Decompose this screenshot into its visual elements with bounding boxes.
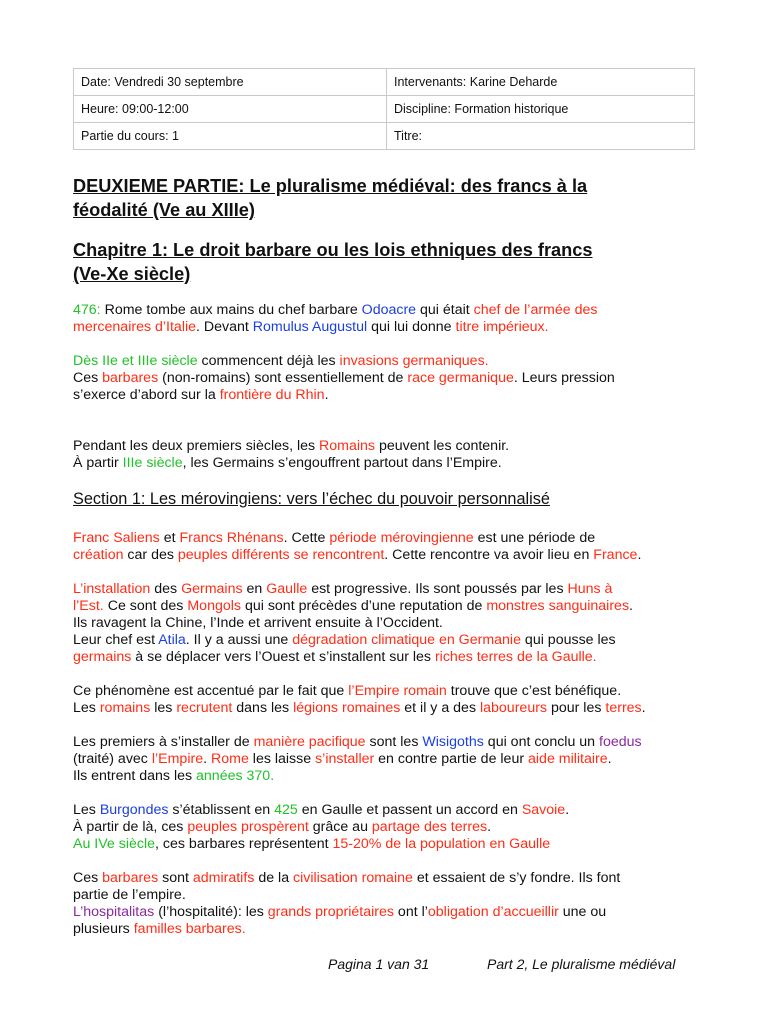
- text-run: l’Est.: [73, 598, 104, 614]
- text-run: Ce sont des: [103, 598, 188, 614]
- text-run: Leur chef est: [73, 632, 159, 648]
- text-run: Germains: [181, 581, 243, 597]
- text-run: . Il y a aussi une: [185, 632, 293, 648]
- chapter-heading: [73, 238, 703, 286]
- paragraph: [73, 353, 703, 404]
- text-run: Les: [73, 700, 100, 716]
- text-run: .: [324, 387, 329, 403]
- text-run: l’Empire: [151, 751, 204, 767]
- text-run: Mongols: [187, 598, 241, 614]
- text-run: en contre partie de leur: [374, 751, 529, 767]
- paragraph: [73, 802, 703, 853]
- text-run: Dès IIe et IIIe siècle: [73, 353, 198, 369]
- text-run: années 370.: [196, 768, 275, 784]
- text-run: À partir de là, ces: [73, 819, 188, 835]
- text-run: L’hospitalitas: [73, 904, 155, 920]
- text-run: est progressive. Ils sont poussés par les: [307, 581, 568, 597]
- text-run: peuvent les contenir.: [375, 438, 510, 454]
- text-run: terres: [605, 700, 642, 716]
- text-run: .: [607, 751, 612, 767]
- text-run: les: [150, 700, 177, 716]
- paragraph: [73, 581, 703, 666]
- text-run: Ce phénomène est accentué par le fait que: [73, 683, 349, 699]
- discipline-cell: Discipline: Formation historique: [387, 96, 695, 123]
- course-part-cell: Partie du cours: 1: [74, 123, 387, 150]
- text-run: les laisse: [248, 751, 316, 767]
- paragraph: [73, 870, 703, 938]
- paragraph: [73, 302, 703, 336]
- section-heading: Section 1: Les mérovingiens: vers l’échec du pouvoir personnalisé: [73, 490, 550, 508]
- text-run: période mérovingienne: [329, 530, 474, 546]
- text-run: chef de l’armée des: [473, 302, 598, 318]
- text-run: ont l’: [393, 904, 428, 920]
- text-run: . Cette: [283, 530, 330, 546]
- document-body: [73, 174, 703, 955]
- text-run: , les Germains s’engouffrent partout dans l’Empire.: [182, 455, 502, 471]
- text-run: à se déplacer vers l’Ouest et s’installent sur les: [131, 649, 435, 665]
- text-run: romains: [99, 700, 151, 716]
- text-run: obligation d’accueillir: [427, 904, 559, 920]
- text-run: (traité) avec: [73, 751, 152, 767]
- text-run: .: [203, 751, 211, 767]
- info-table: [73, 68, 695, 150]
- text-run: trouve que c’est bénéfique.: [446, 683, 622, 699]
- part-heading-line: féodalité (Ve au XIIIe): [73, 200, 255, 220]
- text-run: foedus: [599, 734, 642, 750]
- text-run: 15-20% de la population en Gaulle: [332, 836, 551, 852]
- text-run: monstres sanguinaires: [486, 598, 630, 614]
- text-run: grands propriétaires: [267, 904, 394, 920]
- text-run: 476:: [73, 302, 101, 318]
- text-run: qui ont conclu un: [483, 734, 600, 750]
- paragraph: [73, 530, 703, 564]
- text-run: Ces: [73, 870, 103, 886]
- text-run: France: [593, 547, 638, 563]
- text-run: À partir: [73, 455, 123, 471]
- text-run: manière pacifique: [253, 734, 366, 750]
- text-run: Wisigoths: [422, 734, 484, 750]
- part-heading-line: DEUXIEME PARTIE: Le pluralisme médiéval: des francs à la: [73, 176, 588, 196]
- text-run: Ils ravagent la Chine, l’Inde et arrivent ensuite à l’Occident.: [73, 615, 443, 631]
- text-run: . Leurs pression: [513, 370, 615, 386]
- text-run: et: [159, 530, 180, 546]
- text-run: peuples prospèrent: [187, 819, 309, 835]
- text-run: qui lui donne: [367, 319, 456, 335]
- text-run: . Cette rencontre va avoir lieu en: [384, 547, 594, 563]
- text-run: des: [150, 581, 182, 597]
- text-run: Gaulle: [266, 581, 308, 597]
- text-run: Burgondes: [99, 802, 169, 818]
- text-run: dégradation climatique en Germanie: [292, 632, 521, 648]
- text-run: laboureurs: [479, 700, 548, 716]
- text-run: riches terres de la Gaulle.: [434, 649, 597, 665]
- text-run: s’exerce d’abord sur la: [73, 387, 220, 403]
- text-run: frontière du Rhin: [219, 387, 325, 403]
- text-run: grâce au: [308, 819, 372, 835]
- text-run: Huns à: [567, 581, 613, 597]
- text-run: qui pousse les: [520, 632, 616, 648]
- date-cell: Date: Vendredi 30 septembre: [74, 69, 387, 96]
- text-run: légions romaines: [293, 700, 401, 716]
- text-run: sont les: [365, 734, 423, 750]
- table-row: [74, 123, 695, 150]
- text-run: qui était: [416, 302, 474, 318]
- text-run: Pendant les deux premiers siècles, les: [73, 438, 320, 454]
- table-row: [74, 96, 695, 123]
- text-run: et il y a des: [400, 700, 480, 716]
- text-run: barbares: [102, 370, 159, 386]
- text-run: en Gaulle et passent un accord en: [297, 802, 522, 818]
- text-run: Romains: [319, 438, 376, 454]
- text-run: Rome: [210, 751, 249, 767]
- part-heading: [73, 174, 703, 222]
- text-run: 425: [274, 802, 298, 818]
- text-run: Ils entrent dans les: [73, 768, 197, 784]
- paragraph: [73, 683, 703, 717]
- text-run: race germanique: [407, 370, 514, 386]
- text-run: . Devant: [196, 319, 253, 335]
- text-run: mercenaires d’Italie: [73, 319, 197, 335]
- text-run: Au IVe siècle: [73, 836, 156, 852]
- text-run: qui sont précèdes d’une reputation de: [241, 598, 487, 614]
- text-run: Les: [73, 802, 100, 818]
- text-run: .: [629, 598, 633, 614]
- text-run: (non-romains) sont essentiellement de: [158, 370, 408, 386]
- text-run: dans les: [232, 700, 294, 716]
- text-run: s’établissent en: [168, 802, 275, 818]
- page-number: Pagina 1 van 31: [328, 956, 430, 972]
- text-run: .: [487, 819, 492, 835]
- text-run: et essaient de s’y fondre. Ils font: [412, 870, 621, 886]
- text-run: en: [242, 581, 267, 597]
- text-run: plusieurs: [73, 921, 134, 937]
- table-row: [74, 69, 695, 96]
- text-run: titre impérieux.: [455, 319, 549, 335]
- text-run: Odoacre: [361, 302, 417, 318]
- text-run: (l’hospitalité): les: [154, 904, 268, 920]
- text-run: aide militaire: [528, 751, 608, 767]
- text-run: création: [73, 547, 124, 563]
- chapter-heading-line: (Ve-Xe siècle): [73, 264, 191, 284]
- text-run: germains: [73, 649, 132, 665]
- paragraph: [73, 734, 703, 785]
- text-run: , ces barbares représentent: [155, 836, 333, 852]
- title-cell: Titre:: [387, 123, 695, 150]
- text-run: partie de l’empire.: [73, 887, 186, 903]
- text-run: Ces: [73, 370, 103, 386]
- paragraph: [73, 438, 703, 472]
- speakers-cell: Intervenants: Karine Deharde: [387, 69, 695, 96]
- time-cell: Heure: 09:00-12:00: [74, 96, 387, 123]
- text-run: Rome tombe aux mains du chef barbare: [100, 302, 362, 318]
- text-run: commencent déjà les: [197, 353, 340, 369]
- text-run: Les premiers à s’installer de: [73, 734, 254, 750]
- text-run: est une période de: [473, 530, 596, 546]
- text-run: Romulus Augustul: [252, 319, 368, 335]
- text-run: .: [565, 802, 570, 818]
- text-run: Savoie: [521, 802, 566, 818]
- text-run: l’Empire romain: [348, 683, 447, 699]
- text-run: familles barbares.: [133, 921, 246, 937]
- footer-title: Part 2, Le pluralisme médiéval: [487, 956, 676, 972]
- text-run: car des: [123, 547, 178, 563]
- text-run: pour les: [547, 700, 606, 716]
- text-run: de la: [254, 870, 294, 886]
- text-run: sont: [158, 870, 193, 886]
- text-run: une ou: [558, 904, 607, 920]
- text-run: recrutent: [176, 700, 233, 716]
- text-run: barbares: [102, 870, 159, 886]
- text-run: L’installation: [73, 581, 151, 597]
- text-run: Atila: [158, 632, 186, 648]
- text-run: peuples différents se rencontrent: [177, 547, 385, 563]
- text-run: civilisation romaine: [293, 870, 413, 886]
- text-run: admiratifs: [192, 870, 255, 886]
- text-run: s’installer: [315, 751, 375, 767]
- text-run: .: [637, 547, 642, 563]
- chapter-heading-line: Chapitre 1: Le droit barbare ou les lois ethniques des francs: [73, 240, 593, 260]
- text-run: Franc Saliens: [73, 530, 160, 546]
- text-run: IIIe siècle: [122, 455, 183, 471]
- text-run: Francs Rhénans: [179, 530, 284, 546]
- text-run: partage des terres: [371, 819, 488, 835]
- text-run: .: [641, 700, 646, 716]
- text-run: invasions germaniques.: [339, 353, 489, 369]
